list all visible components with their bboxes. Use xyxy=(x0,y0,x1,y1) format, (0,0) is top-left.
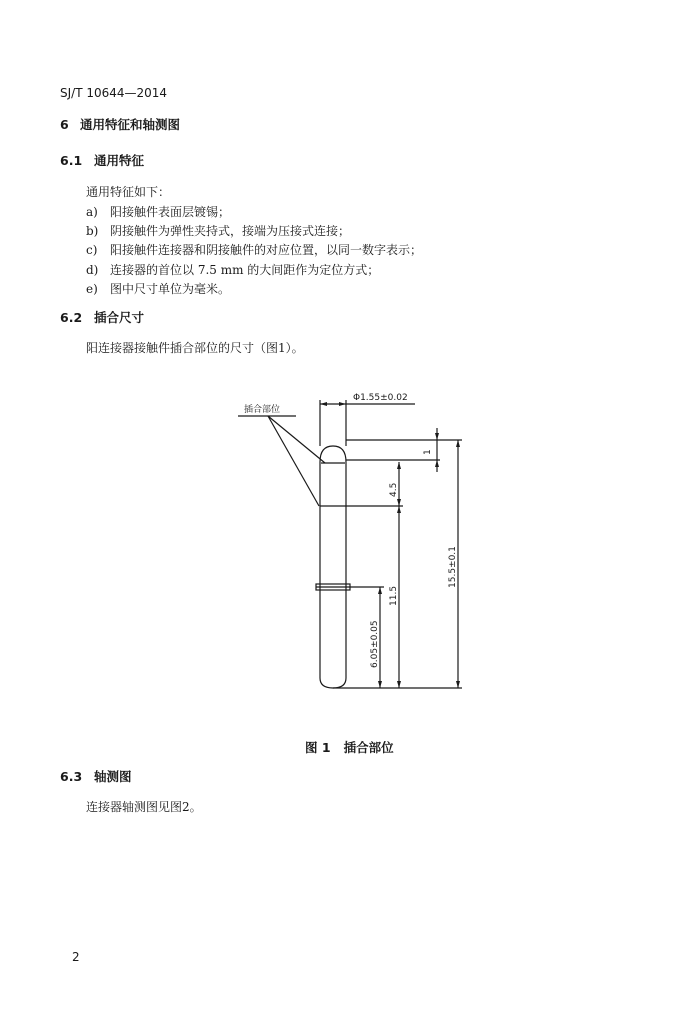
callout-leader-1 xyxy=(268,416,325,463)
dim-tip-label: 1 xyxy=(423,449,433,455)
dim-diameter-label: Φ1.55±0.02 xyxy=(353,393,408,403)
section-6-title: 通用特征和轴测图 xyxy=(80,117,181,132)
section-6-2-number: 6.2 xyxy=(60,310,83,325)
arrow xyxy=(397,462,401,469)
list-item-text: 连接器的首位以 7.5 mm 的大间距作为定位方式； xyxy=(110,263,380,277)
page-number: 2 xyxy=(72,950,80,964)
arrow xyxy=(435,433,439,440)
list-item-text: 阳接触件连接器和阴接触件的对应位置，以同一数字表示； xyxy=(110,243,423,257)
dim-11-5-label: 11.5 xyxy=(389,585,399,606)
arrow xyxy=(339,402,346,406)
section-6-3-number: 6.3 xyxy=(60,769,83,784)
section-6-3-title: 轴测图 xyxy=(94,769,132,784)
list-item-label: d) xyxy=(86,263,99,277)
arrow xyxy=(320,402,327,406)
section-6-3-heading xyxy=(60,771,132,784)
section-6-number: 6 xyxy=(60,117,69,132)
arrow xyxy=(397,681,401,688)
arrow xyxy=(397,499,401,506)
list-item-text: 阳接触件表面层镀锡； xyxy=(110,205,231,219)
pin-outline xyxy=(320,446,346,688)
arrow xyxy=(397,506,401,513)
arrow xyxy=(378,587,382,594)
doc-id-header: SJ/T 10644—2014 xyxy=(60,86,168,100)
callout-leader-2 xyxy=(268,416,319,506)
arrow xyxy=(435,460,439,467)
dim-total-label: 15.5±0.1 xyxy=(448,546,458,588)
section-6-2-title: 插合尺寸 xyxy=(94,310,145,325)
figure-1-caption: 图 1 插合部位 xyxy=(305,740,394,755)
arrow xyxy=(456,440,460,447)
dim-4-5-label: 4.5 xyxy=(389,482,399,497)
callout-label: 插合部位 xyxy=(244,405,281,415)
list-item-text: 阴接触件为弹性夹持式，接端为压接式连接； xyxy=(110,224,351,238)
dim-6-05-label: 6.05±0.05 xyxy=(370,620,380,668)
section-6-1-intro: 通用特征如下： xyxy=(86,185,171,199)
list-item-label: a) xyxy=(86,205,98,219)
section-6-1-title: 通用特征 xyxy=(94,153,145,168)
list-item-label: b) xyxy=(86,224,99,238)
arrow xyxy=(456,681,460,688)
list-item-text: 图中尺寸单位为毫米。 xyxy=(110,282,231,296)
section-6-3-text: 连接器轴测图见图2。 xyxy=(86,800,202,814)
section-6-2-text: 阳连接器接触件插合部位的尺寸（图1）。 xyxy=(86,341,304,355)
list-item-label: c) xyxy=(86,243,98,257)
section-6-1-number: 6.1 xyxy=(60,153,83,168)
arrow xyxy=(378,681,382,688)
list-item-label: e) xyxy=(86,282,98,296)
